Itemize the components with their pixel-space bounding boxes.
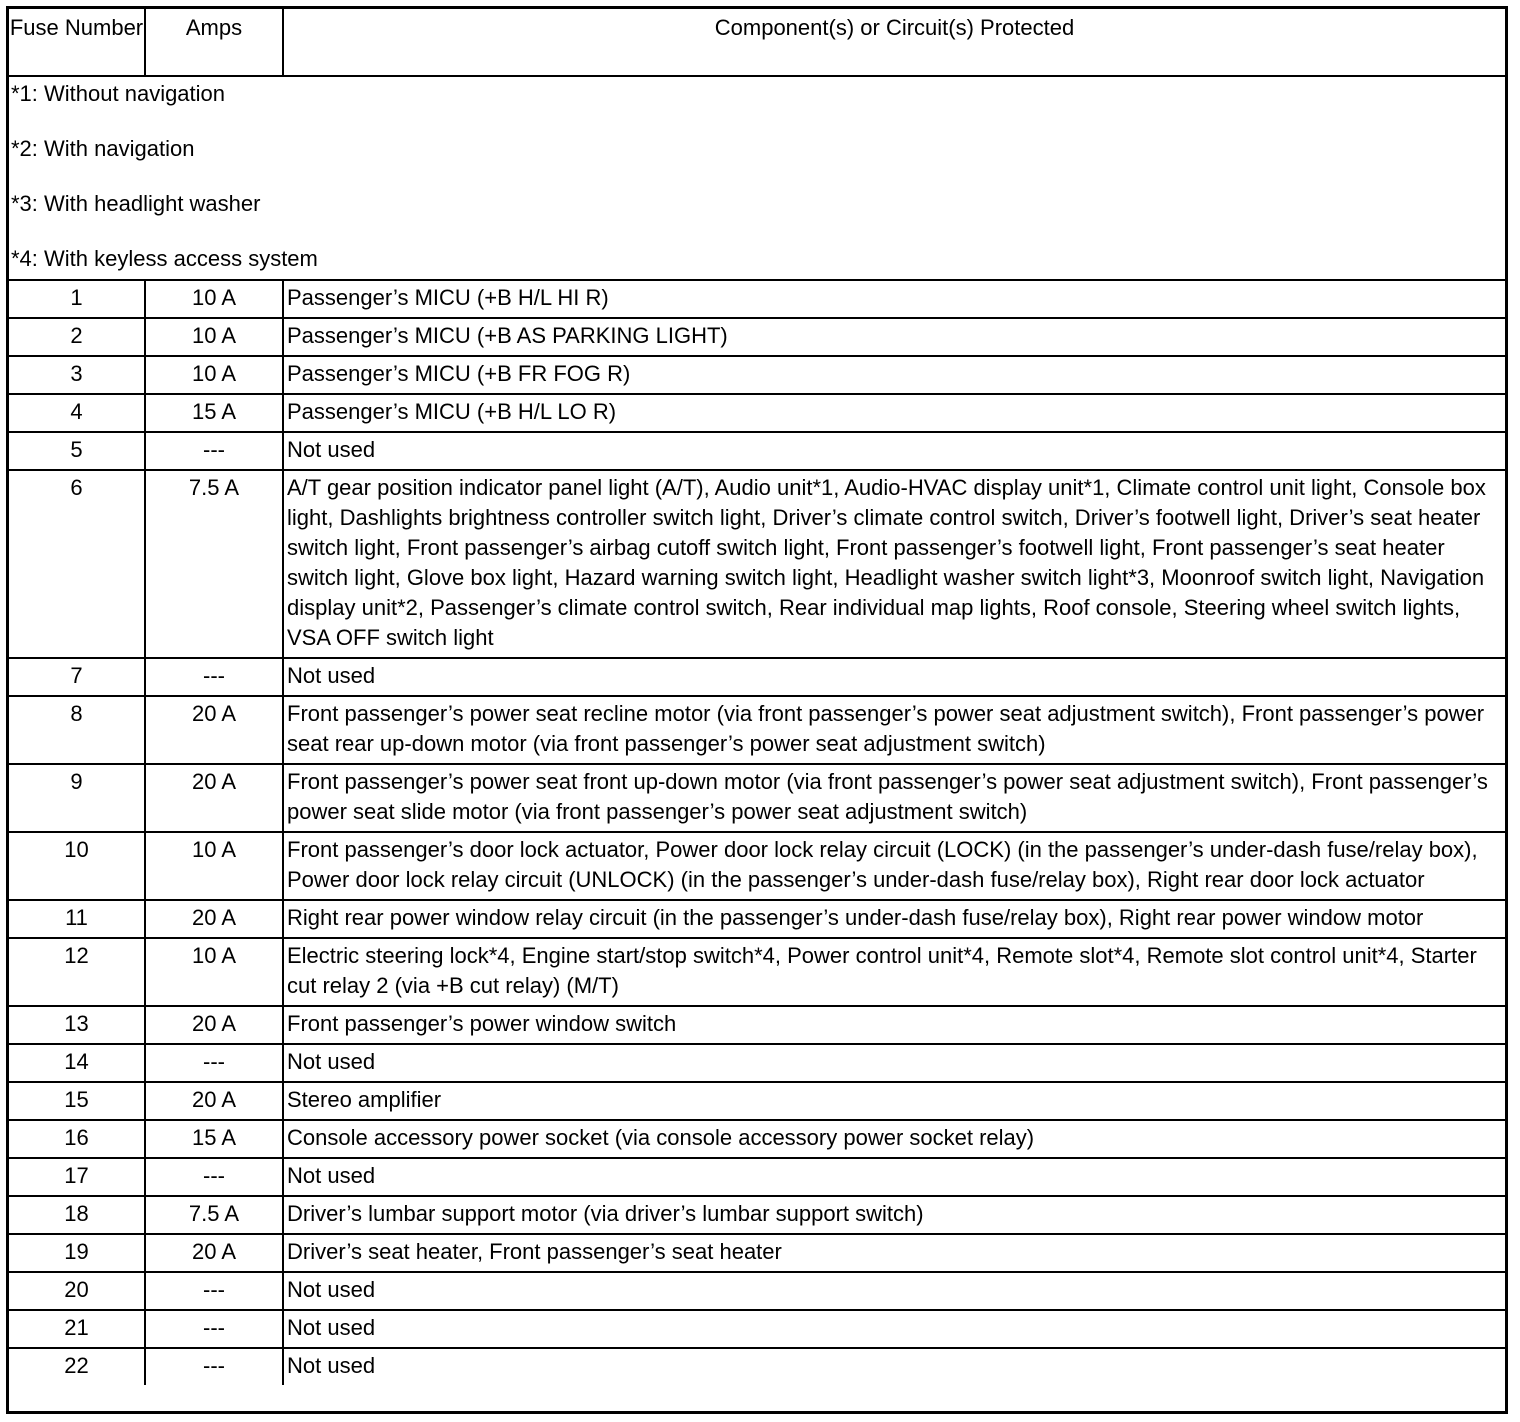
fuse-number-cell: 9 <box>9 764 145 832</box>
amps-cell: 10 A <box>145 280 283 318</box>
amps-cell: 20 A <box>145 1006 283 1044</box>
table-row <box>9 394 1505 432</box>
fuse-number-cell: 16 <box>9 1120 145 1158</box>
table-row <box>9 658 1505 696</box>
fuse-table <box>9 9 1505 1385</box>
amps-cell: 10 A <box>145 832 283 900</box>
fuse-number-cell: 22 <box>9 1348 145 1385</box>
component-cell: Not used <box>287 1353 376 1378</box>
fuse-number-cell: 3 <box>9 356 145 394</box>
component-cell: Front passenger’s power window switch <box>283 1006 1505 1044</box>
fuse-number-cell: 14 <box>9 1044 145 1082</box>
table-row <box>9 1196 1505 1234</box>
component-cell: Passenger’s MICU (+B H/L LO R) <box>283 394 1505 432</box>
component-cell: Not used <box>283 432 1505 470</box>
amps-cell: 10 A <box>145 356 283 394</box>
amps-cell: --- <box>145 658 283 696</box>
notes-row <box>9 76 1505 280</box>
fuse-number-cell: 1 <box>9 280 145 318</box>
fuse-number-cell: 15 <box>9 1082 145 1120</box>
amps-cell: --- <box>145 1348 283 1385</box>
amps-cell: 10 A <box>145 318 283 356</box>
note-3: *3: With headlight washer <box>11 191 261 216</box>
fuse-number-cell: 18 <box>9 1196 145 1234</box>
fuse-number-cell: 12 <box>9 938 145 1006</box>
header-fuse-number: Fuse Number <box>9 9 145 76</box>
fuse-number-cell: 17 <box>9 1158 145 1196</box>
component-cell: Front passenger’s power seat front up-down motor (via front passenger’s power seat adjustment switch), Front passenger’s power seat slide motor (via front passenger’s power seat adjustment switch) <box>283 764 1505 832</box>
component-cell: Not used <box>283 1310 1505 1348</box>
table-row <box>9 832 1505 900</box>
component-cell: Not used <box>283 1044 1505 1082</box>
amps-cell: --- <box>145 1158 283 1196</box>
notes-cell <box>9 76 1505 280</box>
header-component: Component(s) or Circuit(s) Protected <box>283 9 1505 76</box>
component-cell: Right rear power window relay circuit (in the passenger’s under-dash fuse/relay box), Right rear power window motor <box>283 900 1505 938</box>
component-cell: Driver’s seat heater, Front passenger’s seat heater <box>283 1234 1505 1272</box>
amps-cell: 20 A <box>145 900 283 938</box>
component-cell: Front passenger’s power seat recline motor (via front passenger’s power seat adjustment switch), Front passenger’s power seat rear up-down motor (via front passenger’s power seat adjustment switch) <box>283 696 1505 764</box>
fuse-number-cell: 8 <box>9 696 145 764</box>
amps-cell: --- <box>145 1272 283 1310</box>
header-row <box>9 9 1505 76</box>
amps-cell: 20 A <box>145 1082 283 1120</box>
component-cell: Front passenger’s door lock actuator, Power door lock relay circuit (LOCK) (in the passenger’s under-dash fuse/relay box), Power door lock relay circuit (UNLOCK) (in the passenger’s under-dash fuse/relay box), Right rear door lock actuator <box>283 832 1505 900</box>
table-row <box>9 1272 1505 1310</box>
table-row <box>9 1120 1505 1158</box>
table-row <box>9 1044 1505 1082</box>
table-row <box>9 1006 1505 1044</box>
fuse-number-cell: 20 <box>9 1272 145 1310</box>
fuse-number-cell: 7 <box>9 658 145 696</box>
component-cell: Passenger’s MICU (+B FR FOG R) <box>283 356 1505 394</box>
amps-cell: --- <box>145 432 283 470</box>
amps-cell: --- <box>145 1044 283 1082</box>
component-cell: Driver’s lumbar support motor (via driver’s lumbar support switch) <box>283 1196 1505 1234</box>
table-row <box>9 356 1505 394</box>
component-cell: A/T gear position indicator panel light (A/T), Audio unit*1, Audio-HVAC display unit*1, Climate control unit light, Console box light, Dashlights brightness controller switch light, Driver’s climate control switch, Driver’s footwell light, Driver’s seat heater switch light, Front passenger’s airbag cutoff switch light, Front passenger’s footwell light, Front passenger’s seat heater switch light, Glove box light, Hazard warning switch light, Headlight washer switch light*3, Moonroof switch light, Navigation display unit*2, Passenger’s climate control switch, Rear individual map lights, Roof console, Steering wheel switch lights, VSA OFF switch light <box>283 470 1505 658</box>
fuse-number-cell: 6 <box>9 470 145 658</box>
amps-cell: 7.5 A <box>145 1196 283 1234</box>
fuse-number-cell: 5 <box>9 432 145 470</box>
fuse-number-cell: 10 <box>9 832 145 900</box>
component-cell: Stereo amplifier <box>283 1082 1505 1120</box>
table-row <box>9 764 1505 832</box>
note-4: *4: With keyless access system <box>11 246 318 271</box>
table-row <box>9 900 1505 938</box>
table-row <box>9 318 1505 356</box>
fuse-number-cell: 4 <box>9 394 145 432</box>
note-1: *1: Without navigation <box>11 81 226 106</box>
fuse-number-cell: 19 <box>9 1234 145 1272</box>
table-row <box>9 470 1505 658</box>
table-row <box>9 1234 1505 1272</box>
amps-cell: 20 A <box>145 1234 283 1272</box>
table-row <box>9 1310 1505 1348</box>
amps-cell: 10 A <box>145 938 283 1006</box>
table-row <box>9 432 1505 470</box>
component-cell: Not used <box>283 1158 1505 1196</box>
amps-cell: 20 A <box>145 696 283 764</box>
component-cell: Console accessory power socket (via console accessory power socket relay) <box>283 1120 1505 1158</box>
table-row <box>9 696 1505 764</box>
fuse-number-cell: 2 <box>9 318 145 356</box>
amps-cell: 7.5 A <box>145 470 283 658</box>
amps-cell: 20 A <box>145 764 283 832</box>
fuse-number-cell: 21 <box>9 1310 145 1348</box>
table-row <box>9 938 1505 1006</box>
component-cell: Not used <box>283 658 1505 696</box>
component-cell: Passenger’s MICU (+B H/L HI R) <box>283 280 1505 318</box>
component-cell: Electric steering lock*4, Engine start/stop switch*4, Power control unit*4, Remote slot*4, Remote slot control unit*4, Starter cut relay 2 (via +B cut relay) (M/T) <box>283 938 1505 1006</box>
amps-cell: --- <box>145 1310 283 1348</box>
header-amps: Amps <box>145 9 283 76</box>
component-cell: Not used <box>283 1272 1505 1310</box>
table-row <box>9 280 1505 318</box>
fuse-rows <box>9 280 1505 1385</box>
fuse-table-document <box>6 6 1508 1414</box>
table-row <box>9 1158 1505 1196</box>
note-2: *2: With navigation <box>11 136 195 161</box>
amps-cell: 15 A <box>145 394 283 432</box>
table-row <box>9 1082 1505 1120</box>
amps-cell: 15 A <box>145 1120 283 1158</box>
fuse-number-cell: 13 <box>9 1006 145 1044</box>
table-row <box>9 1348 1505 1385</box>
fuse-number-cell: 11 <box>9 900 145 938</box>
component-cell: Passenger’s MICU (+B AS PARKING LIGHT) <box>283 318 1505 356</box>
